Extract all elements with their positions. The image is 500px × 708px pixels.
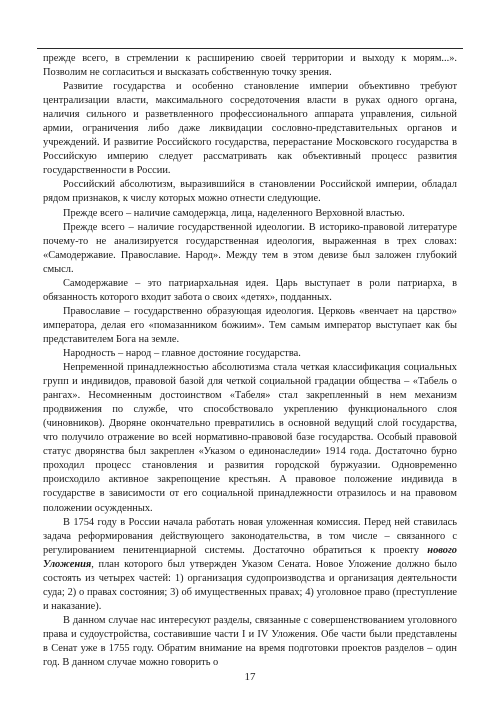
paragraph: Развитие государства и особенно становление империи объективно требуют централизации власти, максимального сосредоточения власти в руках одного органа, наличия сильного и разветвленного профессионального аппарата управления, сильной армии, ограничения либо даже ликвидации сословно-представительных органов и учреждений. И развитие Российского государства, перерастание Московского государства в Российскую империю следует рассматривать как объективный процесс развития государственности в России. [43,81,457,177]
paragraph: Прежде всего – наличие государственной идеологии. В историко-правовой литературе почему-то не анализируется государственная идеология, выраженная в трех словах: «Самодержавие. Православие. Народ». Между тем в этом девизе был заложен глубокий смысл. [43,221,457,275]
emphasized-term: нового Уложения [43,544,457,570]
page-number: 17 [244,671,256,683]
paragraph: Российский абсолютизм, выразившийся в становлении Российской империи, обладал рядом признаков, к числу которых можно отнести следующие. [43,179,457,205]
paragraph: прежде всего, в стремлении к расширению своей территории и выходу к морям...». Позволим не согласиться и высказать собственную точку зрения. [43,53,457,79]
paragraph: В данном случае нас интересуют разделы, связанные с совершенствованием уголовного права и судоустройства, составившие части I и IV Уложения. Обе части были представлены в Сенат уже в 1755 году. Обратим внимание на время подготовки проектов разделов – один год. В данном случае можно говорить о [43,614,457,669]
paragraph-text: В 1754 году в России начала работать новая уложенная комиссия. Перед ней ставилась задача реформирования действующего законодательства, в том числе – связанного с регулированием пенитенциарной системы. Достаточно обратиться к проекту [43,516,457,556]
paragraph: Прежде всего – наличие самодержца, лица, наделенного Верховной властью. [63,207,405,219]
paragraph: Самодержавие – это патриархальная идея. Царь выступает в роли патриарха, в обязанность которого входит забота о своих «детях», подданных. [43,277,457,303]
paragraph: Православие – государственно образующая идеология. Церковь «венчает на царство» императора, делая его «помазанником божиим». Тем самым император выступает как бы представителем Бога на земле. [43,305,457,345]
paragraph-text: , план которого был утвержден Указом Сената. Новое Уложение должно было состоять из четырех частей: 1) организация судопроизводства и организация деятельности суда; 2) о правах состояния; 3) об имущественных правах; 4) уголовное право (преступление и наказание). [43,558,457,612]
paragraph: Народность – народ – главное достояние государства. [63,347,301,359]
paragraph [43,516,457,614]
body-text [43,52,457,670]
header-rule [37,48,463,49]
paragraph: Непременной принадлежностью абсолютизма стала четкая классификация социальных групп и индивидов, правовой базой для четкой социальной градации общества – «Табель о рангах». Несомненным достоинством «Табеля» стал закрепленный в нем механизм продвижения по службе, что способствовало укреплению функционального слоя (чиновников). Дворяне окончательно превратились в основной ведущий слой государства, что получило отражение во всей нормативно-правовой базе государства. Особый правовой статус дворянства был закреплен «Указом о единонаследии» 1914 года. Достаточно бурно проходил процесс становления и развития городской буржуазии. Одновременно происходило активное закрепощение крестьян. А правовое положение индивида в государстве в зависимости от его социальной принадлежности отразилось и на правовом положении осужденных. [43,362,457,514]
